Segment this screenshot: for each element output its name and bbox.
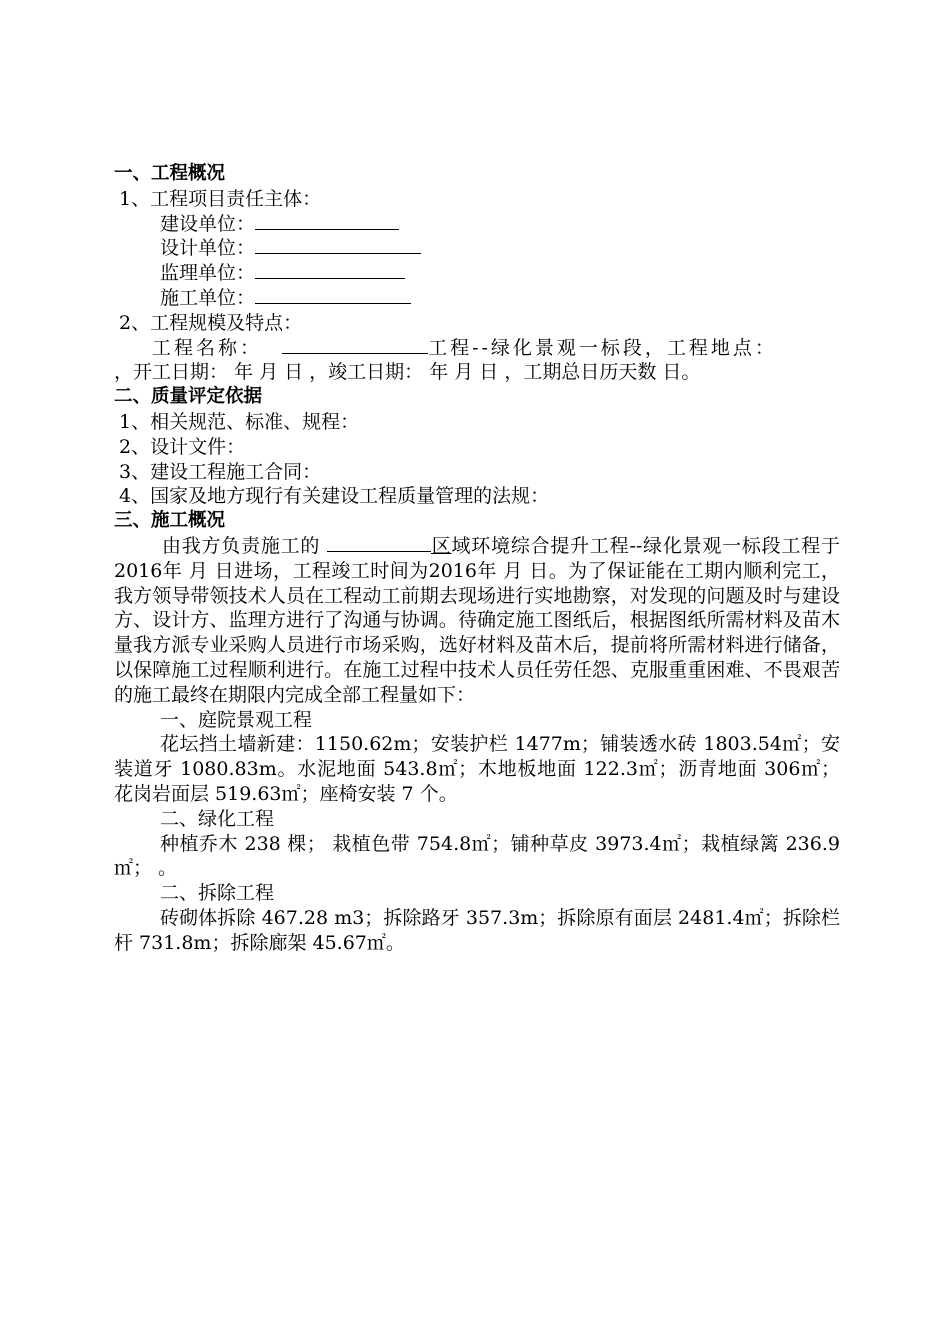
supervise-unit-blank xyxy=(255,261,405,279)
design-unit-label: 设计单位： xyxy=(160,237,256,260)
construction-overview-paragraph xyxy=(114,534,840,708)
overview-project-blank xyxy=(327,534,431,552)
section-3-title: 三、施工概况 xyxy=(114,510,226,532)
overview-underlined-char: 区 xyxy=(430,534,452,557)
design-unit-row xyxy=(114,236,840,261)
build-unit-blank xyxy=(255,212,399,230)
sub-2-body: 种植乔木 238 棵； 栽植色带 754.8㎡；铺种草皮 3973.4㎡；栽植绿篱 236.9㎡； 。 xyxy=(114,832,840,880)
project-name-suffix: 工程--绿化景观一标段，工程地点： xyxy=(428,336,777,359)
supervise-unit-row xyxy=(114,261,840,286)
sub-1-title: 一、庭院景观工程 xyxy=(160,708,313,731)
construct-unit-label: 施工单位： xyxy=(160,286,256,309)
section-2-item-3: 3、建设工程施工合同： xyxy=(119,460,322,483)
sub-2-title: 二、绿化工程 xyxy=(160,807,275,830)
section-1-item-2: 2、工程规模及特点： xyxy=(119,311,303,334)
construct-unit-blank xyxy=(255,286,411,304)
project-name-label: 工程名称： xyxy=(152,336,263,359)
design-unit-blank xyxy=(255,236,421,254)
section-2-title: 二、质量评定依据 xyxy=(114,386,263,408)
build-unit-label: 建设单位： xyxy=(160,212,256,235)
build-unit-row xyxy=(114,212,840,237)
section-2-item-4: 4、国家及地方现行有关建设工程质量管理的法规： xyxy=(119,485,550,508)
section-2-item-1: 1、相关规范、标准、规程： xyxy=(119,410,360,433)
project-dates-line: ，开工日期： 年 月 日 ，竣工日期： 年 月 日 ，工期总日历天数 日。 xyxy=(114,361,701,384)
sub-3-title: 二、拆除工程 xyxy=(160,882,275,905)
overview-body: 域环境综合提升工程--绿化景观一标段工程于2016年 月 日进场，工程竣工时间为2016年 月 日。为了保证能在工期内顺利完工，我方领导带领技术人员在工程动工前期去现场进行实地勘察，对发现的问题及时与建设方、设计方、监理方进行了沟通与协调。待确定施工图纸后，根据图纸所需材料及苗木量我方派专业采购人员进行市场采购，选好材料及苗木后，提前将所需材料进行储备，以保障施工过程顺利进行。在施工过程中技术人员任劳任怨、克服重重困难、不畏艰苦的施工最终在期限内完成全部工程量如下： xyxy=(114,534,840,706)
section-1-title: 一、工程概况 xyxy=(114,163,226,184)
supervise-unit-label: 监理单位： xyxy=(160,262,256,285)
section-1-item-1: 1、工程项目责任主体： xyxy=(119,187,322,210)
section-2-item-2: 2、设计文件： xyxy=(119,435,246,458)
project-name-row xyxy=(114,336,840,361)
construct-unit-row xyxy=(114,286,840,311)
sub-3-body: 砖砌体拆除 467.28 m3；拆除路牙 357.3m；拆除原有面层 2481.4㎡；拆除栏杆 731.8m；拆除廊架 45.67㎡。 xyxy=(114,906,840,954)
document-page xyxy=(114,162,840,956)
project-name-blank xyxy=(282,336,428,354)
sub-1-body: 花坛挡土墙新建：1150.62m；安装护栏 1477m；铺装透水砖 1803.54㎡；安装道牙 1080.83m。水泥地面 543.8㎡；木地板地面 122.3㎡；沥青地面 306㎡； 花岗岩面层 519.63㎡；座椅安装 7 个。 xyxy=(114,733,840,805)
overview-prefix: 由我方负责施工的 xyxy=(162,534,321,557)
